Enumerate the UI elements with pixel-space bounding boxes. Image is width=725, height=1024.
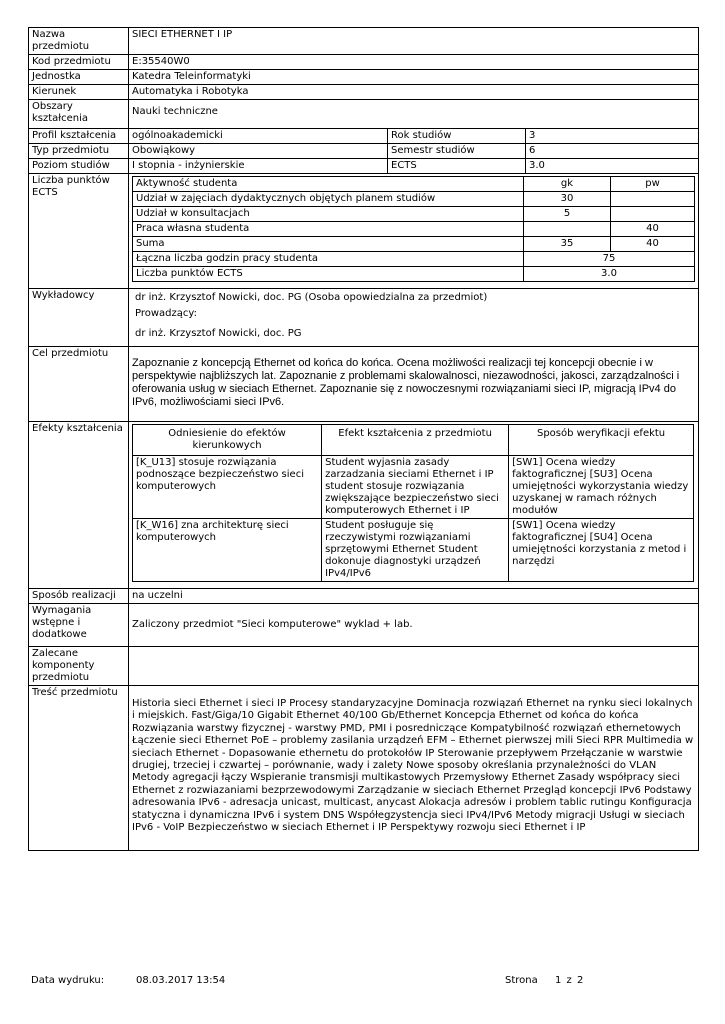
- label-poziom: Poziom studiów: [29, 159, 129, 174]
- ects-header-name: Aktywność studenta: [133, 177, 524, 192]
- ects-total-hours: [133, 252, 695, 267]
- value-jednostka: Katedra Teleinformatyki: [129, 70, 699, 85]
- ects-row: [133, 207, 695, 222]
- ects-row: [133, 192, 695, 207]
- row-sposob: [29, 589, 699, 604]
- row-nazwa: [29, 28, 699, 55]
- label-kod: Kod przedmiotu: [29, 55, 129, 70]
- label-efekty: Efekty kształcenia: [29, 422, 129, 589]
- ects-row-name: Praca własna studenta: [133, 222, 524, 237]
- label-obszary: Obszary kształcenia: [29, 100, 129, 129]
- efekty-cell: Student posługuje się rzeczywistymi rozwiązaniami sprzętowymi Ethernet Student dokonuje diagnostyki urządzeń IPv4/IPv6: [322, 519, 509, 582]
- value-ects: 3.0: [526, 159, 699, 174]
- ects-row-name: Suma: [133, 237, 524, 252]
- efekty-table: [132, 424, 694, 582]
- row-wymagania: [29, 604, 699, 647]
- ects-header-gk: gk: [524, 177, 611, 192]
- page-number: 1 z 2: [555, 975, 584, 986]
- ects-header: [133, 177, 695, 192]
- ects-row-pw: 40: [611, 237, 695, 252]
- value-poziom: I stopnia - inżynierskie: [129, 159, 388, 174]
- efekty-row: [133, 456, 694, 519]
- value-rok: 3: [526, 129, 699, 144]
- value-wymagania: Zaliczony przedmiot "Sieci komputerowe" wyklad + lab.: [129, 604, 699, 647]
- efekty-cell: [K_W16] zna architekturę sieci komputerowych: [133, 519, 322, 582]
- row-kierunek: [29, 85, 699, 100]
- row-poziom: [29, 159, 699, 174]
- row-tresc: [29, 686, 699, 851]
- page-label: Strona: [505, 975, 538, 986]
- lecturer-prowadzacy-label: Prowadzący:: [135, 308, 197, 319]
- label-cel: Cel przedmiotu: [29, 347, 129, 422]
- label-kierunek: Kierunek: [29, 85, 129, 100]
- row-zalecane: [29, 647, 699, 686]
- label-jednostka: Jednostka: [29, 70, 129, 85]
- label-semestr: Semestr studiów: [388, 144, 526, 159]
- label-typ: Typ przedmiotu: [29, 144, 129, 159]
- value-profil: ogólnoakademicki: [129, 129, 388, 144]
- ects-row-gk: 5: [524, 207, 611, 222]
- value-nazwa: SIECI ETHERNET I IP: [129, 28, 699, 55]
- ects-row-pw: [611, 192, 695, 207]
- efekty-header-cell: Odniesienie do efektów kierunkowych: [133, 425, 322, 456]
- efekty-row: [133, 519, 694, 582]
- efekty-header: [133, 425, 694, 456]
- value-zalecane: [129, 647, 699, 686]
- row-wykladowcy: [29, 289, 699, 347]
- print-date-value: 08.03.2017 13:54: [136, 975, 226, 986]
- ects-row-gk: 30: [524, 192, 611, 207]
- value-kierunek: Automatyka i Robotyka: [129, 85, 699, 100]
- ects-header-pw: pw: [611, 177, 695, 192]
- ects-row: [133, 237, 695, 252]
- ects-row-name: Udział w zajęciach dydaktycznych objętych planem studiów: [133, 192, 524, 207]
- efekty-cell: Student wyjasnia zasady zarzadzania sieciami Ethernet i IP student stosuje rozwiązania zwiększające bezpieczeństwo sieci komputerowych Ethernet i IP: [322, 456, 509, 519]
- row-obszary: [29, 100, 699, 129]
- ects-row-gk: 35: [524, 237, 611, 252]
- cel-text: Zapoznanie z koncepcją Ethernet od końca do końca. Ocena możliwości realizacji tej koncepcji obecnie i w perspektywie najbliższych lat. Zapoznanie z problemami skalowalnosci, niezawodności, jakosci, zarządzalności i oferowania usług w sieciach Ethernet. Zapoznanie się z nowoczesnymi rozwiązaniami sieci IP, migracją IPv4 do IPv6, możliwościami sieci IPv6.: [132, 357, 680, 408]
- label-nazwa: Nazwa przedmiotu: [29, 28, 129, 55]
- row-profil: [29, 129, 699, 144]
- ects-row-name: Udział w konsultacjach: [133, 207, 524, 222]
- label-wykladowcy: Wykładowcy: [29, 289, 129, 347]
- ects-row-gk: [524, 222, 611, 237]
- label-rok: Rok studiów: [388, 129, 526, 144]
- value-kod: E:35540W0: [129, 55, 699, 70]
- ects-total-hours-name: Łączna liczba godzin pracy studenta: [133, 252, 524, 267]
- ects-table: [132, 176, 695, 282]
- value-sposob: na uczelni: [129, 589, 699, 604]
- efekty-cell: [SW1] Ocena wiedzy faktograficznej [SU3] Ocena umiejętności wykorzystania wiedzy uzyskanej w ramach różnych modułów: [509, 456, 694, 519]
- lecturer-prowadzacy: dr inż. Krzysztof Nowicki, doc. PG: [135, 328, 302, 339]
- lecturer-responsible: dr inż. Krzysztof Nowicki, doc. PG (Osoba opowiedzialna za przedmiot): [135, 292, 488, 303]
- label-ects-points: Liczba punktów ECTS: [29, 174, 129, 289]
- ects-row-pw: 40: [611, 222, 695, 237]
- value-obszary: Nauki techniczne: [129, 100, 699, 129]
- label-ects: ECTS: [388, 159, 526, 174]
- ects-total-points-name: Liczba punktów ECTS: [133, 267, 524, 282]
- row-ects-points: [29, 174, 699, 289]
- course-table: [28, 27, 699, 851]
- ects-total-points: [133, 267, 695, 282]
- row-jednostka: [29, 70, 699, 85]
- label-wymagania: Wymagania wstępne i dodatkowe: [29, 604, 129, 647]
- ects-row: [133, 222, 695, 237]
- ects-row-pw: [611, 207, 695, 222]
- row-efekty: [29, 422, 699, 589]
- row-kod: [29, 55, 699, 70]
- label-profil: Profil kształcenia: [29, 129, 129, 144]
- tresc-text: Historia sieci Ethernet i sieci IP Procesy standaryzacyjne Dominacja rozwiązań Ethernet na rynku sieci lokalnych i miejskich. Fast/Giga/10 Gigabit Ethernet 40/100 Gb/Ethernet Koncepcja Ethernet od końca do końca Rozwiązania warstwy fizycznej - warstwy PMD, PMI i posredniczące Kompatybilność rozwiązań ethernetowych Łączenie sieci Ethernet PoE – problemy zasilania urządzeń EFM – Ethernet pierwszej mili Sieci RPR Multimedia w sieciach Ethernet - Dopasowanie ethernetu do protokołów IP Sterowanie przepływem Przełączanie w warstwie drugiej, trzeciej i czwartej – porównanie, wady i zalety Nowe sposoby określania przynależności do VLAN Metody agregacji łączy Wspieranie transmisji multikastowych Przemysłowy Ethernet Zasady współpracy sieci Ethernet z rozwiazaniami bezprzewodowymi Zarządzanie w sieciach Ethernet Przegląd koncepcji IPv6 Podstawy adresowania IPv6 - adresacja unicast, multicast, anycast Alokacja adresów i problem tablic rutingu Konfiguracja statyczna i dynamiczna IPv6 i system DNS Współegzystencja sieci IPv4/IPv6 Metody migracji Usługi w sieciach IPv6 - VoIP Bezpieczeństwo w sieciach Ethernet i IP Perspektywy rozwoju sieci Ethernet i IP: [132, 698, 694, 834]
- ects-total-points-value: 3.0: [524, 267, 695, 282]
- efekty-header-cell: Efekt kształcenia z przedmiotu: [322, 425, 509, 456]
- label-sposob: Sposób realizacji: [29, 589, 129, 604]
- ects-total-hours-value: 75: [524, 252, 695, 267]
- efekty-cell: [SW1] Ocena wiedzy faktograficznej [SU4] Ocena umiejętności korzystania z metod i narzędzi: [509, 519, 694, 582]
- label-zalecane: Zalecane komponenty przedmiotu: [29, 647, 129, 686]
- value-semestr: 6: [526, 144, 699, 159]
- row-cel: [29, 347, 699, 422]
- course-card: [28, 27, 698, 851]
- row-typ: [29, 144, 699, 159]
- label-tresc: Treść przedmiotu: [29, 686, 129, 851]
- value-typ: Obowiąkowy: [129, 144, 388, 159]
- print-date-label: Data wydruku:: [31, 975, 105, 986]
- efekty-header-cell: Sposób weryfikacji efektu: [509, 425, 694, 456]
- efekty-cell: [K_U13] stosuje rozwiązania podnoszące bezpieczeństwo sieci komputerowych: [133, 456, 322, 519]
